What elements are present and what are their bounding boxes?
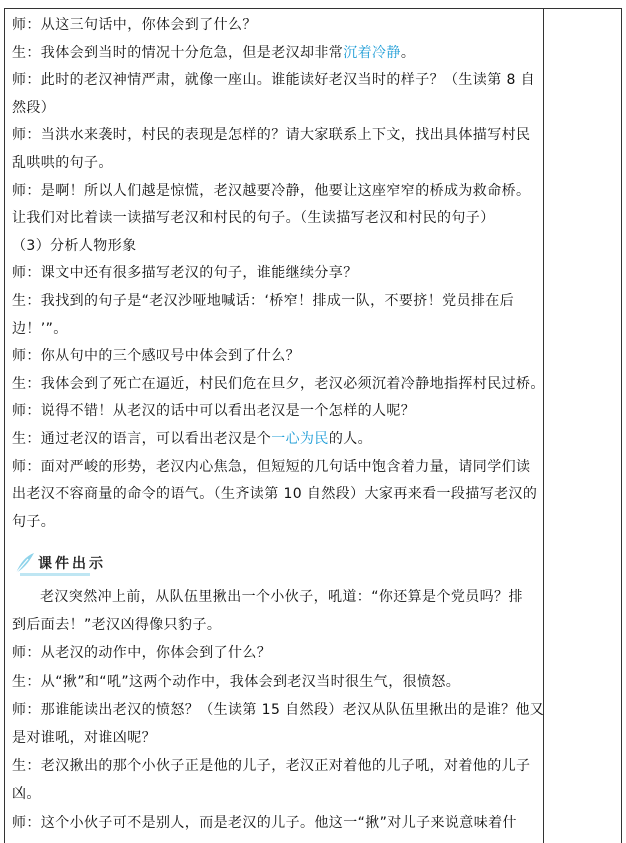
text-line [12, 673, 460, 691]
highlighted-keyword: 沉着冷静 [343, 44, 401, 61]
text-segment: 凶。 [12, 786, 41, 803]
text-line [12, 375, 545, 393]
courseware-badge [12, 549, 122, 577]
text-segment: 师：课文中还有很多描写老汉的句子，谁能继续分享？ [12, 265, 358, 282]
text-segment: 师：那谁能读出老汉的愤怒？（生读第 15 自然段）老汉从队伍里揪出的是谁？他又 [12, 701, 545, 718]
text-line [12, 402, 415, 420]
text-line [12, 729, 156, 747]
text-segment: 是对谁吼，对谁凶呢？ [12, 730, 156, 746]
text-line [12, 126, 530, 144]
text-line [12, 785, 41, 803]
text-line [12, 701, 544, 719]
lesson-plan-table [4, 8, 622, 843]
text-line [12, 458, 530, 476]
text-line [12, 16, 257, 34]
text-line [12, 209, 495, 227]
text-segment: 乱哄哄的句子。 [12, 155, 113, 171]
text-segment: 到后面去！”老汉凶得像只豹子。 [12, 617, 222, 634]
text-segment: 师：此时的老汉神情严肃，就像一座山。谁能读好老汉当时的样子？（生读第 8 自 [12, 72, 536, 89]
text-segment: 师：这个小伙子可不是别人，而是老汉的儿子。他这一“揪”对儿子来说意味着什 [12, 814, 517, 831]
text-segment: 。 [400, 44, 416, 61]
text-line [12, 347, 300, 365]
text-segment: 师：从这三句话中，你体会到了什么？ [12, 17, 257, 33]
text-line [12, 814, 517, 832]
text-segment: 生：我找到的句子是“老汉沙哑地喊话：‘桥窄！排成一队，不要挤！党员排在后 [12, 293, 515, 309]
text-segment: 师：面对严峻的形势，老汉内心焦急，但短短的几句话中饱含着力量，请同学们读 [12, 458, 531, 475]
text-line [12, 264, 358, 282]
text-line [12, 757, 530, 775]
text-line [12, 182, 530, 200]
text-line [12, 237, 137, 255]
text-segment: 的人。 [328, 431, 373, 447]
highlighted-keyword: 一心为民 [271, 431, 329, 447]
text-line [12, 154, 113, 172]
text-line [12, 485, 537, 503]
text-segment: 生：老汉揪出的那个小伙子正是他的儿子，老汉正对着他的儿子吼，对着他的儿子 [12, 758, 531, 775]
content-column [4, 8, 543, 843]
text-segment: 生：我体会到当时的情况十分危急，但是老汉却非常 [12, 44, 344, 61]
text-line [12, 71, 535, 89]
text-segment: 老汉突然冲上前，从队伍里揪出一个小伙子，吼道：“你还算是个党员吗？排 [40, 589, 523, 605]
text-line [12, 320, 68, 338]
text-line [40, 588, 523, 606]
text-segment: 边！’”。 [12, 320, 68, 337]
text-segment: 师：你从句中的三个感叹号中体会到了什么？ [12, 348, 300, 365]
notes-column [544, 8, 620, 843]
badge-leaf-icon [14, 551, 36, 575]
text-segment: 师：说得不错！从老汉的话中可以看出老汉是一个怎样的人呢？ [12, 403, 416, 420]
text-segment: 师：从老汉的动作中，你体会到了什么？ [12, 645, 272, 662]
text-segment: 师：是啊！所以人们越是惊慌，老汉越要冷静，他要让这座窄窄的桥成为救命桥。 [12, 182, 531, 199]
text-segment: 出老汉不容商量的命令的语气。（生齐读第 10 自然段）大家再来看一段描写老汉的 [12, 486, 538, 503]
text-segment: 然段） [12, 99, 56, 116]
text-line [12, 644, 271, 662]
text-line [12, 513, 55, 531]
text-line [12, 616, 221, 634]
text-segment: 生：从“揪”和“吼”这两个动作中，我体会到老汉当时很生气，很愤怒。 [12, 673, 461, 690]
text-line [12, 44, 415, 62]
text-segment: （3）分析人物形象 [12, 237, 137, 254]
text-segment: 句子。 [12, 513, 56, 530]
badge-underline [20, 573, 90, 576]
text-line [12, 292, 514, 310]
text-line [12, 99, 55, 117]
text-segment: 生：我体会到了死亡在逼近，村民们危在旦夕，老汉必须沉着冷静地指挥村民过桥。 [12, 375, 545, 392]
text-segment: 生：通过老汉的语言，可以看出老汉是个 [12, 431, 272, 447]
text-segment: 让我们对比着读一读描写老汉和村民的句子。（生读描写老汉和村民的句子） [12, 210, 495, 227]
badge-label: 课件出示 [38, 556, 106, 572]
text-segment: 师：当洪水来袭时，村民的表现是怎样的？请大家联系上下文，找出具体描写村民 [12, 127, 531, 144]
text-line [12, 430, 372, 448]
